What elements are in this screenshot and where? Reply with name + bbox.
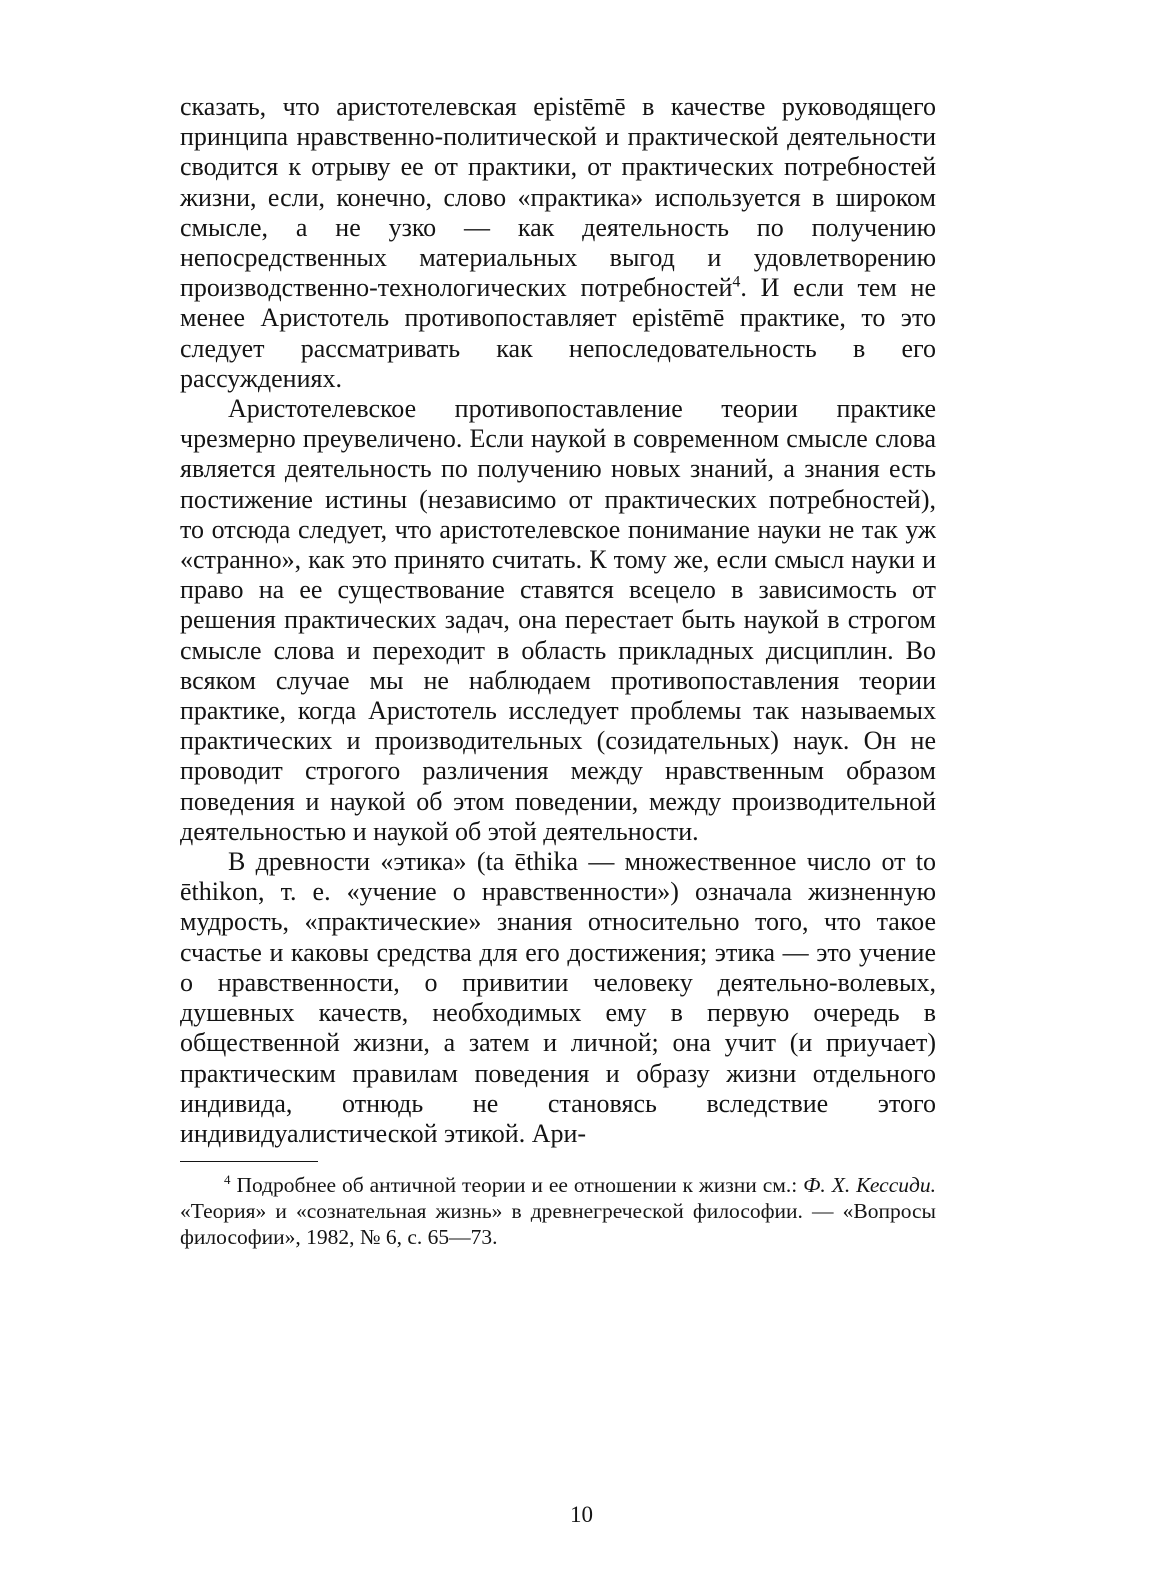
footnote [180,1172,936,1250]
paragraph-2: Аристотелевское противопоставление теории практике чрезмерно преувеличено. Если наукой в современном смысле слова является деятельность по получению новых знаний, а знания есть постижение истины (независимо от практических потребностей), то отсюда следует, что аристотелевское понимание науки не так уж «странно», как это принято считать. К тому же, если смысл науки и право на ее существование ставятся всецело в зависимость от решения практических задач, она перестает быть наукой в строгом смысле слова и переходит в область прикладных дисциплин. Во всяком случае мы не наблюдаем противопоставления теории практике, когда Аристотель исследует проблемы так называемых практических и производительных (созидательных) наук. Он не проводит строгого различения между нравственным образом поведения и наукой об этом поведении, между производительной деятельностью и наукой об этой деятельности. [180,394,936,846]
footnote-marker: 4 [224,1171,231,1187]
footnote-divider [180,1161,318,1162]
footnote-author: Ф. Х. Кессиди. [803,1173,937,1198]
paragraph-1-text: сказать, что аристотелевская epistēmē в качестве руководящего принципа нравственно-политической и практической деятельности сводится к отрыву ее от практики, от практических потребностей жизни, если, конечно, слово «практика» используется в широком смысле, а не узко — как деятельность по получению непосредственных материальных выгод и удовлетворению производственно-технологических потребностей [180,92,936,303]
paragraph-1 [180,92,936,394]
page-number: 10 [570,1502,593,1527]
footnote-text-after: «Теория» и «сознательная жизнь» в древнегреческой философии. — «Вопросы философии», 1982, № 6, с. 65—73. [180,1199,936,1250]
page-body [180,92,936,1250]
paragraph-1-tail: . И если тем не менее Аристотель противопоставляет epistēmē практике, то это следует рассматривать как непоследовательность в его рассуждениях. [180,273,936,393]
footnote-reference[interactable]: 4 [732,273,741,291]
footnote-text-before: Подробнее об античной теории и ее отношении к жизни см.: [236,1173,804,1198]
paragraph-3: В древности «этика» (ta ēthika — множественное число от to ēthikon, т. е. «учение о нравственности») означала жизненную мудрость, «практические» знания относительно того, что такое счастье и каковы средства для его достижения; этика — это учение о нравственности, о привитии человеку деятельно-волевых, душевных качеств, необходимых ему в первую очередь в общественной жизни, а затем и личной; она учит (и приучает) практическим правилам поведения и образу жизни отдельного индивида, отнюдь не становясь вследствие этого индивидуалистической этикой. Ари- [180,847,936,1148]
